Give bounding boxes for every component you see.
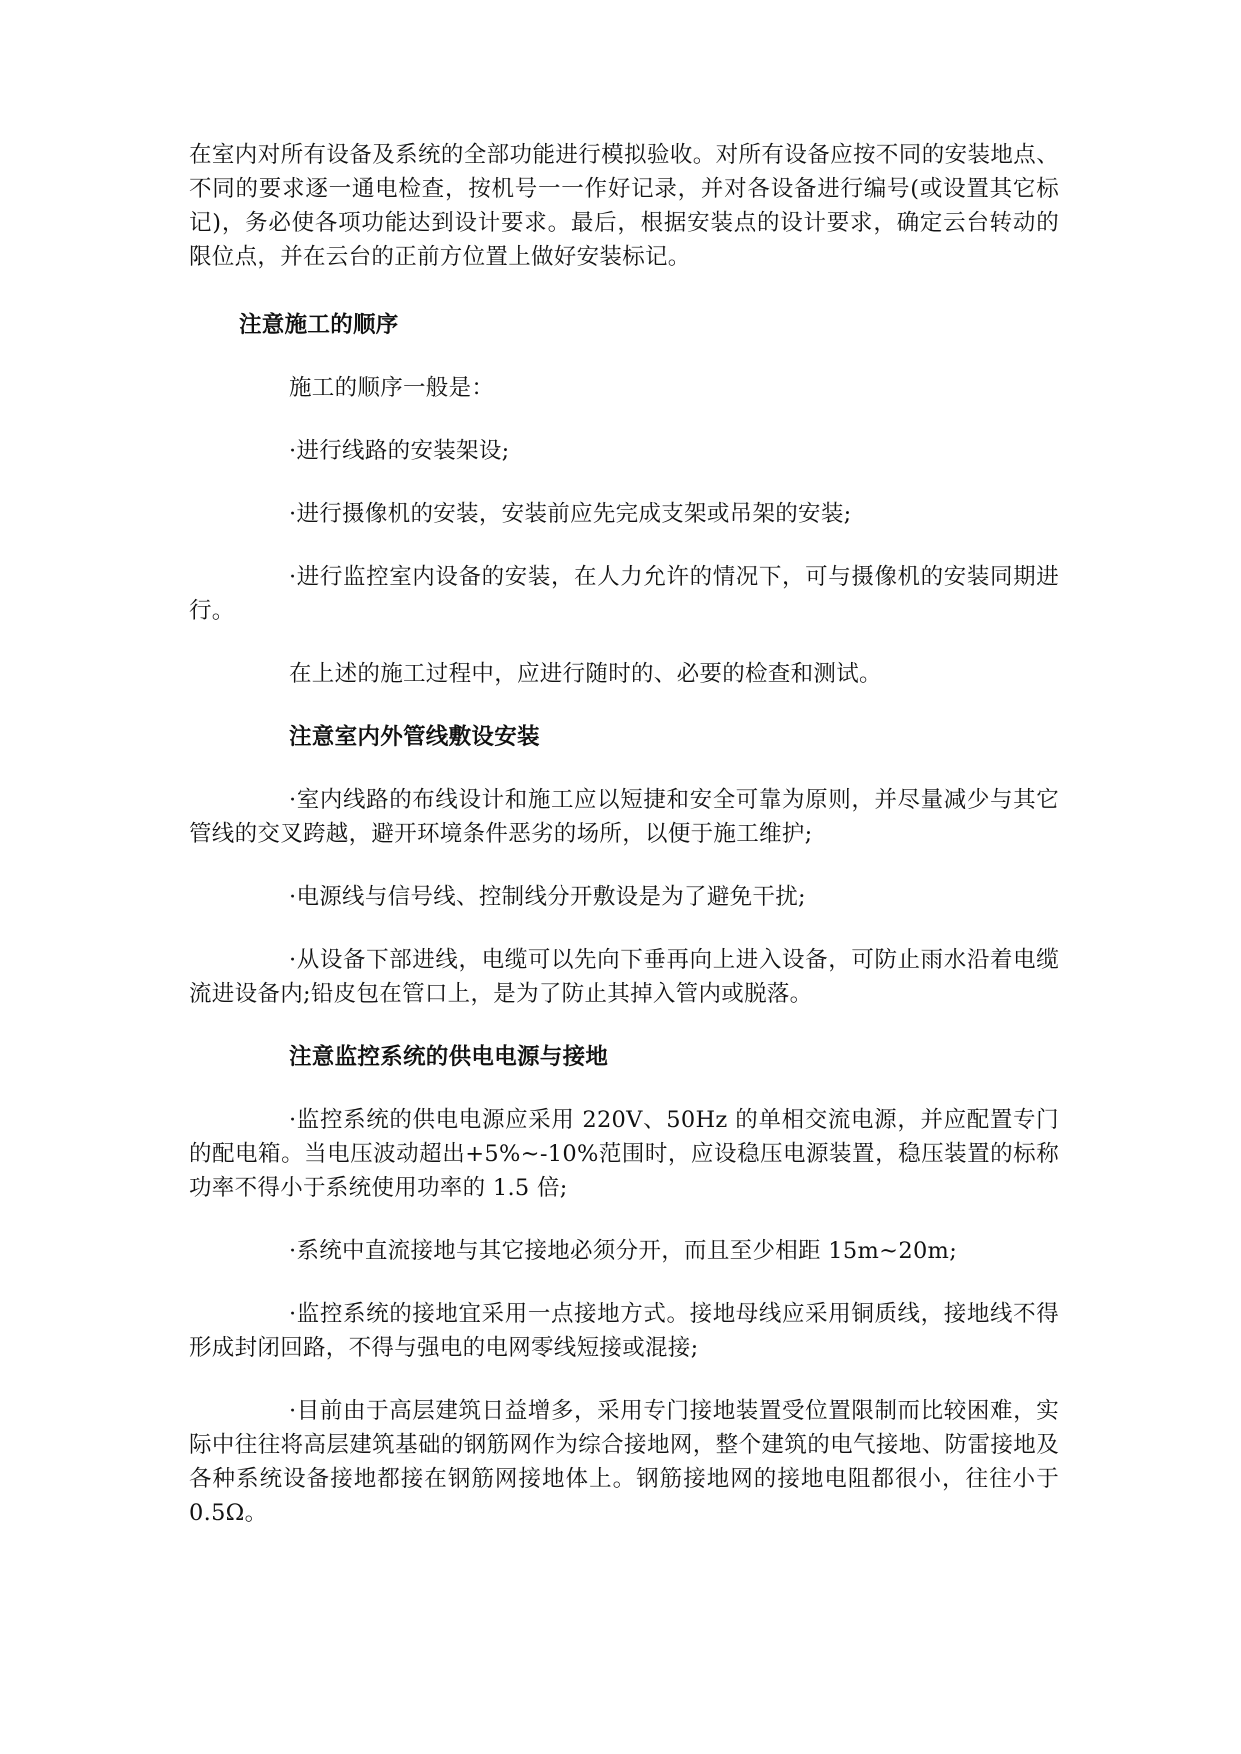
bullet-single-point-grounding: ·监控系统的接地宜采用一点接地方式。接地母线应采用铜质线，接地线不得形成封闭回路，不得与强电的电网零线短接或混接; [189,1301,1059,1361]
section-heading-construction-order: 注意施工的顺序 [239,312,399,338]
bullet-power-signal-separation: ·电源线与信号线、控制线分开敷设是为了避免干扰; [289,884,806,910]
document-page [189,138,1059,1526]
section-heading-power-grounding: 注意监控系统的供电电源与接地 [289,1044,609,1070]
bullet-dc-grounding: ·系统中直流接地与其它接地必须分开，而且至少相距 15m~20m; [289,1238,958,1264]
bullet-line-install: ·进行线路的安装架设; [289,438,510,464]
intro-paragraph: 在室内对所有设备及系统的全部功能进行模拟验收。对所有设备应按不同的安装地点、不同的要求逐一通电检查，按机号一一作好记录，并对各设备进行编号(或设置其它标记)，务必使各项功能达到设计要求。最后，根据安装点的设计要求，确定云台转动的限位点，并在云台的正前方位置上做好安装标记。 [189,142,1059,270]
section-heading-pipeline: 注意室内外管线敷设安装 [289,724,540,750]
bullet-camera-install: ·进行摄像机的安装，安装前应先完成支架或吊架的安装; [289,501,852,527]
bullet-control-room-install: ·进行监控室内设备的安装，在人力允许的情况下，可与摄像机的安装同期进行。 [189,564,1059,624]
bullet-indoor-wiring: ·室内线路的布线设计和施工应以短捷和安全可靠为原则，并尽量减少与其它管线的交叉跨越，避开环境条件恶劣的场所，以便于施工维护; [189,787,1059,847]
bullet-highrise-grounding: ·目前由于高层建筑日益增多，采用专门接地装置受位置限制而比较困难，实际中往往将高层建筑基础的钢筋网作为综合接地网，整个建筑的电气接地、防雷接地及各种系统设备接地都接在钢筋网接地体上。钢筋接地网的接地电阻都很小，往往小于 0.5Ω。 [189,1398,1059,1526]
paragraph-order-intro: 施工的顺序一般是： [289,375,495,401]
paragraph-inspection: 在上述的施工过程中，应进行随时的、必要的检查和测试。 [289,661,882,687]
bullet-cable-entry: ·从设备下部进线，电缆可以先向下垂再向上进入设备，可防止雨水沿着电缆流进设备内;铅皮包在管口上，是为了防止其掉入管内或脱落。 [189,947,1059,1007]
bullet-power-supply: ·监控系统的供电电源应采用 220V、50Hz 的单相交流电源，并应配置专门的配电箱。当电压波动超出+5%~-10%范围时，应设稳压电源装置，稳压装置的标称功率不得小于系统使用功率的 1.5 倍; [189,1107,1059,1201]
